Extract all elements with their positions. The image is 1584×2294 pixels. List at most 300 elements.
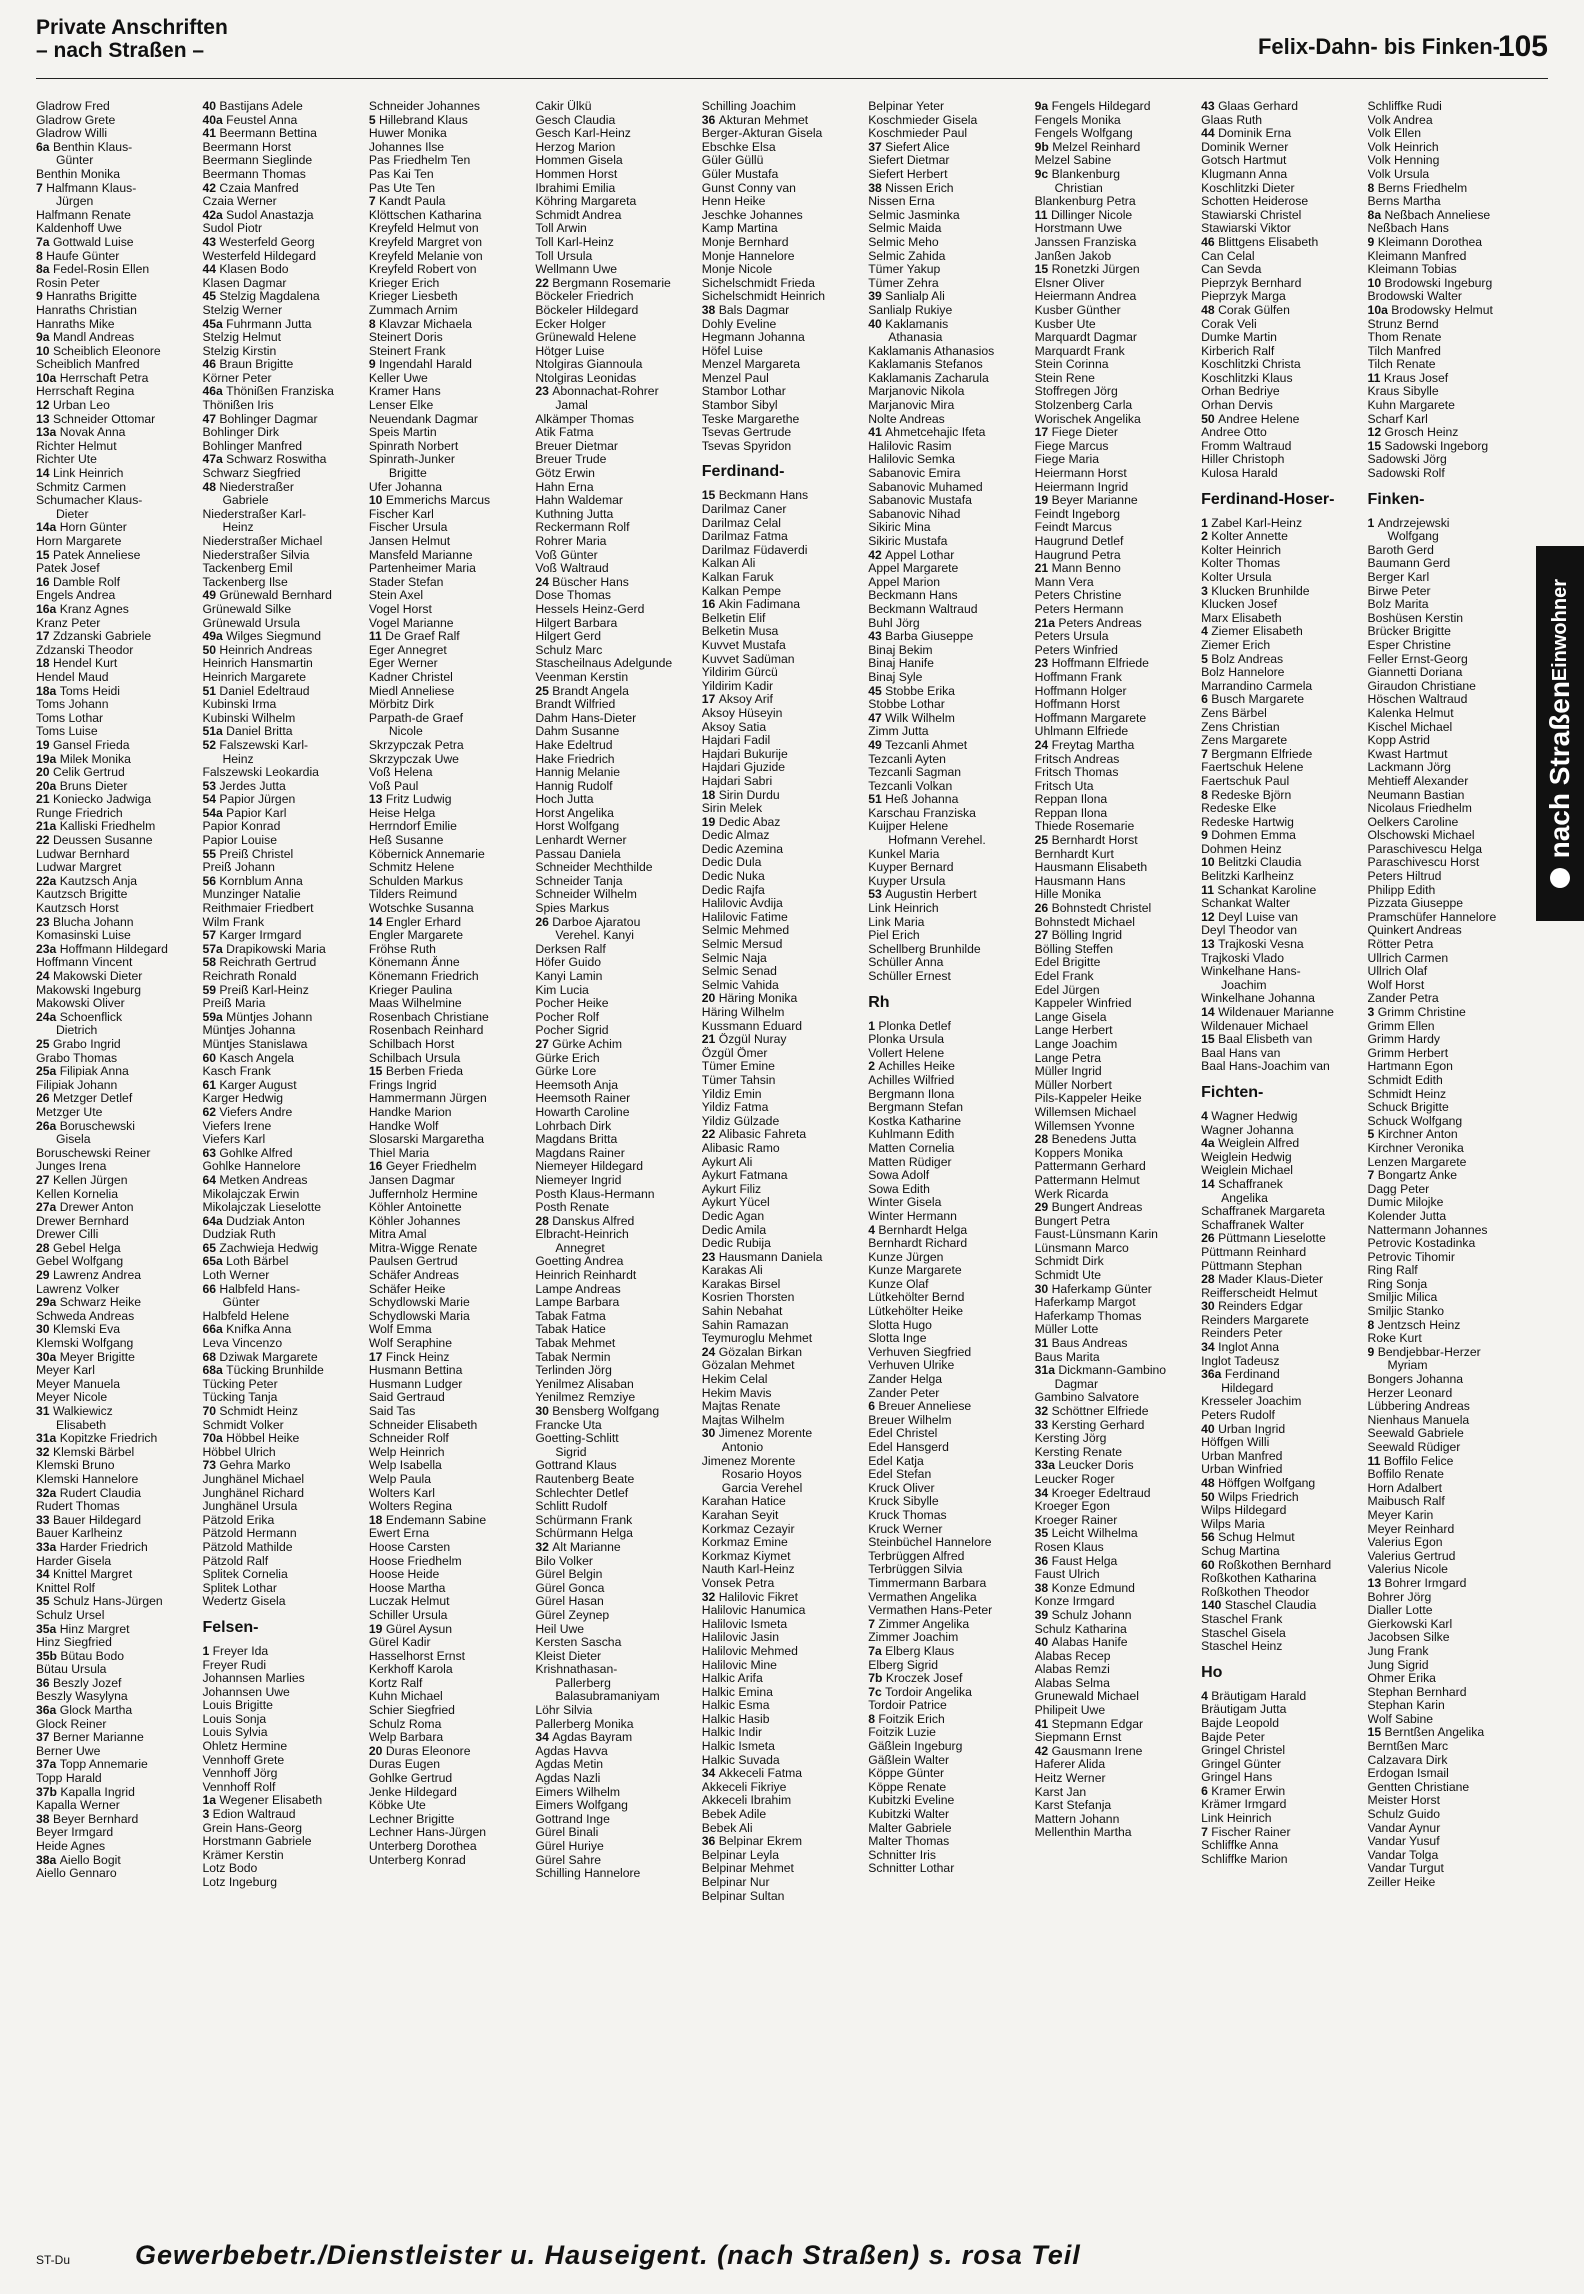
- list-item: Vandar Turgut: [1367, 1862, 1444, 1876]
- list-item: Agdas Nazli: [535, 1772, 601, 1786]
- house-number: 14a: [36, 521, 60, 535]
- list-item: Juffernholz Hermine: [368, 1187, 478, 1201]
- list-item: Wolf Seraphine: [368, 1337, 452, 1351]
- list-item: Stawiarski Christel: [1201, 208, 1302, 222]
- list-item: Bebek Ali: [701, 1821, 753, 1835]
- house-number: 15: [368, 1065, 386, 1079]
- list-item: Staschel Heinz: [1201, 1640, 1283, 1654]
- list-item: 28 Mader Klaus-Dieter: [1201, 1273, 1324, 1287]
- list-item: Duras Eugen: [368, 1758, 441, 1772]
- list-item: Baumann Gerd: [1367, 557, 1451, 571]
- list-item: Kuhn Margarete: [1367, 399, 1455, 413]
- list-item: Kunze Olaf: [868, 1277, 929, 1291]
- list-item: Peters Rudolf: [1201, 1409, 1275, 1423]
- list-item: Monje Hannelore: [701, 249, 795, 263]
- list-item-continuation: Jürgen: [56, 195, 94, 209]
- house-number: 44: [202, 263, 220, 277]
- list-item: Filipiak Johann: [36, 1078, 118, 1092]
- list-item-continuation: Dieter: [56, 507, 89, 521]
- list-item: Weiglein Michael: [1201, 1164, 1294, 1178]
- list-item: Wilps Maria: [1201, 1517, 1265, 1531]
- house-number: 13: [36, 412, 53, 426]
- list-item: Schmidt Edith: [1367, 1073, 1443, 1087]
- list-item-continuation: Balasubramaniyam: [555, 1690, 660, 1704]
- list-item: 4 Bräutigam Harald: [1201, 1689, 1307, 1703]
- list-item: Sowa Edith: [868, 1182, 930, 1196]
- list-item: 26 Bohnstedt Christel: [1034, 902, 1152, 916]
- list-item: Pätzold Hermann: [202, 1527, 297, 1541]
- list-item: Volk Henning: [1367, 154, 1440, 168]
- list-item: 15 Beckmann Hans: [701, 489, 809, 503]
- list-item: Patek Josef: [36, 562, 100, 576]
- list-item: Schmidt Dirk: [1034, 1255, 1104, 1269]
- list-item: 33 Kersting Gerhard: [1034, 1418, 1145, 1432]
- list-item: Neumann Bastian: [1367, 788, 1465, 802]
- list-item: Schnitter Iris: [868, 1848, 936, 1862]
- list-item: Hake Friedrich: [535, 752, 615, 766]
- list-item: 8 Berns Friedhelm: [1367, 181, 1468, 195]
- list-item: Halilovic Semka: [868, 453, 955, 467]
- list-item: Dohmen Heinz: [1201, 842, 1282, 856]
- list-item: Siefert Herbert: [868, 167, 948, 181]
- list-item: Schmidt Ute: [1034, 1269, 1102, 1283]
- house-number: 66: [202, 1282, 220, 1296]
- list-item: 31 Baus Andreas: [1034, 1337, 1128, 1351]
- list-item: Steinert Doris: [368, 331, 443, 345]
- list-item: Selmic Jasminka: [868, 208, 960, 222]
- list-item: Marjanovic Mira: [868, 399, 955, 413]
- list-item: Haugrund Petra: [1034, 548, 1121, 562]
- list-item: Eger Werner: [368, 657, 438, 671]
- list-item: Tsevas Gertrude: [701, 426, 792, 440]
- house-number: 19: [368, 1622, 386, 1636]
- list-item: Hoch Jutta: [535, 793, 594, 807]
- list-item: Bongers Johanna: [1367, 1373, 1464, 1387]
- list-item: 34 Agdas Bayram: [535, 1731, 633, 1745]
- list-item: Gringel Hans: [1201, 1771, 1273, 1785]
- list-item: Kostka Katharine: [868, 1114, 962, 1128]
- list-item: Kuyper Bernard: [868, 861, 954, 875]
- list-item: Willemsen Michael: [1034, 1105, 1137, 1119]
- list-item: Schneider Wilhelm: [535, 888, 637, 902]
- list-item: 5 Hillebrand Klaus: [368, 113, 468, 127]
- list-item: Vennhoff Grete: [202, 1753, 285, 1767]
- list-item: Beermann Thomas: [202, 167, 306, 181]
- list-item: Paraschivescu Horst: [1367, 856, 1480, 870]
- house-number: 54: [202, 793, 220, 807]
- list-item: 16 Akin Fadimana: [701, 598, 801, 612]
- list-item: Grünewald Helene: [535, 331, 637, 345]
- list-item: Rohrer Maria: [535, 535, 607, 548]
- house-number: 52: [202, 738, 220, 752]
- list-item: Köhler Johannes: [368, 1214, 461, 1228]
- house-number: 10a: [1367, 303, 1392, 317]
- list-item: Karakas Birsel: [701, 1277, 781, 1291]
- list-item: Pocher Rolf: [535, 1010, 600, 1024]
- list-item: Toll Ursula: [535, 249, 593, 263]
- list-item: Slotta Inge: [868, 1332, 927, 1346]
- house-number: 70: [202, 1405, 220, 1418]
- list-item: Rötter Petra: [1367, 938, 1434, 952]
- list-item: Hajdari Bukurije: [701, 747, 788, 761]
- list-item: Kaklamanis Stefanos: [868, 358, 983, 372]
- list-item: Ntolgiras Leonidas: [535, 371, 637, 385]
- list-item: Orhan Dervis: [1201, 399, 1273, 413]
- list-item: Fromm Waltraud: [1201, 439, 1292, 453]
- house-number: 1: [868, 1019, 879, 1033]
- list-item: Quinkert Andreas: [1367, 924, 1462, 938]
- house-number: 22: [36, 834, 53, 848]
- list-item: Gürel Sahre: [535, 1853, 602, 1867]
- list-item: 31a Kopitzke Friedrich: [36, 1432, 158, 1446]
- house-number: 47: [202, 412, 220, 426]
- list-item: 44 Klasen Bodo: [202, 263, 289, 277]
- list-item: 8 Klavzar Michaela: [368, 317, 472, 331]
- list-item: Schier Siegfried: [368, 1704, 455, 1718]
- house-number: 47a: [202, 453, 227, 467]
- list-item: Bajde Leopold: [1201, 1716, 1280, 1730]
- list-item: Jung Sigrid: [1367, 1658, 1429, 1672]
- list-item: 43 Barba Giuseppe: [868, 630, 974, 644]
- list-item: Peters Christine: [1034, 589, 1122, 603]
- house-number: 7a: [868, 1644, 886, 1658]
- list-item: Binaj Bekim: [868, 643, 933, 657]
- list-item: Kunze Margarete: [868, 1264, 962, 1278]
- house-number: 28: [535, 1214, 553, 1228]
- house-number: 53: [202, 779, 220, 793]
- list-item: Pattermann Gerhard: [1034, 1160, 1146, 1174]
- list-item: Lange Joachim: [1034, 1037, 1118, 1051]
- header-rule: [36, 78, 1548, 79]
- list-item: Orhan Bedriye: [1201, 385, 1280, 399]
- list-item: Heide Agnes: [36, 1840, 106, 1853]
- list-item: Wolf Horst: [1367, 978, 1425, 992]
- house-number: 49: [202, 589, 220, 603]
- list-item: Kersting Renate: [1034, 1445, 1123, 1459]
- house-number: 46: [202, 358, 220, 372]
- list-item: 19 Dedic Abaz: [701, 815, 781, 829]
- list-item: Meyer Nicole: [36, 1391, 108, 1405]
- list-item: Kwast Hartmut: [1367, 747, 1448, 761]
- list-item: Splitek Lothar: [202, 1581, 277, 1595]
- list-item: Leva Vincenzo: [202, 1337, 283, 1351]
- list-item: 21a Kalliski Friedhelm: [36, 820, 156, 834]
- list-item: Spinrath Norbert: [368, 439, 459, 453]
- list-item: Halilovic Avdija: [701, 897, 783, 911]
- list-item: Malter Thomas: [868, 1835, 950, 1849]
- list-item: Gesch Karl-Heinz: [535, 127, 631, 141]
- list-item: 11 Boffilo Felice: [1367, 1454, 1454, 1468]
- list-item: Faust Ulrich: [1034, 1568, 1100, 1582]
- list-item: Stader Stefan: [368, 575, 444, 589]
- list-item: Horstmann Gabriele: [202, 1835, 312, 1849]
- list-item: Stawiarski Viktor: [1201, 222, 1291, 236]
- list-item: Marx Elisabeth: [1201, 611, 1282, 625]
- house-number: 10: [1201, 856, 1219, 870]
- list-item: 38 Nissen Erich: [868, 181, 954, 195]
- list-item: Monje Bernhard: [701, 235, 789, 249]
- list-item: Kautzsch Horst: [36, 902, 119, 916]
- list-item: Papior Konrad: [202, 820, 281, 834]
- house-number: 36: [701, 113, 719, 127]
- list-item: Sahin Ramazan: [701, 1318, 789, 1332]
- list-item: 59a Müntjes Johann: [202, 1010, 313, 1024]
- list-item: Klugmann Anna: [1201, 167, 1288, 181]
- list-item: Schäfer Andreas: [368, 1269, 459, 1283]
- list-item: Lütkehölter Heike: [868, 1305, 964, 1319]
- list-item: 34 Inglot Anna: [1201, 1341, 1280, 1355]
- list-item: Halilovic Rasim: [868, 439, 952, 453]
- list-item: Kulosa Harald: [1201, 467, 1278, 481]
- list-item-continuation: Hofmann Verehel.: [888, 834, 986, 848]
- list-item: Wotschke Susanna: [368, 902, 474, 916]
- list-item: Schug Martina: [1201, 1544, 1280, 1558]
- list-item: Stolzenberg Carla: [1034, 399, 1133, 413]
- list-item: Husmann Bettina: [368, 1364, 463, 1378]
- list-item: 37 Berner Marianne: [36, 1731, 144, 1745]
- list-item: Schaffranek Margareta: [1201, 1205, 1325, 1219]
- list-item: Richter Helmut: [36, 439, 117, 453]
- list-item: 4 Ziemer Elisabeth: [1201, 625, 1303, 639]
- list-item: Tabak Mehmet: [535, 1337, 616, 1351]
- list-item: 11 De Graef Ralf: [368, 630, 460, 644]
- list-item: Voß Paul: [368, 779, 419, 793]
- house-number: 59: [202, 983, 220, 997]
- list-item: Lampe Andreas: [535, 1282, 621, 1296]
- list-item: 66a Knifka Anna: [202, 1323, 292, 1337]
- house-number: 29a: [36, 1296, 60, 1310]
- house-number: 38: [868, 181, 886, 195]
- list-item: Skrzypczak Uwe: [368, 752, 459, 766]
- list-item: Müller Norbert: [1034, 1078, 1112, 1092]
- list-item: 31a Dickmann-Gambino: [1034, 1364, 1167, 1378]
- list-item: Grünewald Ursula: [202, 616, 300, 630]
- list-item: Edel Brigitte: [1034, 956, 1101, 970]
- house-number: 44: [1201, 127, 1219, 141]
- list-item-continuation: Rosario Hoyos: [721, 1468, 802, 1482]
- house-number: 38: [36, 1812, 53, 1826]
- list-item: 40 Alabas Hanife: [1034, 1636, 1128, 1650]
- list-item: 18 Hendel Kurt: [36, 657, 118, 671]
- list-item: Bernhardt Richard: [868, 1237, 968, 1251]
- house-number: 24: [1034, 738, 1052, 752]
- list-item: 38 Konze Edmund: [1034, 1581, 1135, 1595]
- list-item: 7c Tordoir Angelika: [868, 1685, 972, 1699]
- house-number: 45: [868, 684, 886, 698]
- list-item: 46 Braun Brigitte: [202, 358, 294, 372]
- list-item: Posth Renate: [535, 1201, 610, 1215]
- list-item: Darilmaz Celal: [701, 516, 782, 530]
- list-item: Nattermann Johannes: [1367, 1223, 1488, 1237]
- list-item: Kubinski Irma: [202, 698, 277, 712]
- list-item: Halbfeld Helene: [202, 1309, 290, 1323]
- list-item: Gladrow Grete: [36, 113, 116, 127]
- list-item: Schulz Guido: [1367, 1808, 1441, 1822]
- list-item: 36 Beszly Jozef: [36, 1676, 122, 1690]
- list-item: Petrovic Kostadinka: [1367, 1237, 1476, 1251]
- list-item: Blankenburg Petra: [1034, 195, 1136, 209]
- house-number: 2: [868, 1060, 879, 1074]
- list-item: Edel Jürgen: [1034, 983, 1100, 997]
- list-item: Sikiric Mustafa: [868, 535, 948, 548]
- list-item: Marquardt Dagmar: [1034, 331, 1137, 345]
- house-number: 46: [1201, 235, 1219, 249]
- house-number: 39: [868, 290, 886, 304]
- list-item: Gambino Salvatore: [1034, 1391, 1139, 1405]
- list-item: Püttmann Stephan: [1201, 1259, 1303, 1273]
- house-number: 33: [36, 1513, 53, 1527]
- list-item: Marquardt Frank: [1034, 344, 1125, 358]
- list-item: Giannetti Doriana: [1367, 666, 1463, 680]
- list-item: Belketin Musa: [701, 625, 779, 639]
- list-item: 12 Deyl Luise van: [1201, 910, 1299, 924]
- list-item: Schilbach Horst: [368, 1037, 455, 1051]
- list-item: Birwe Peter: [1367, 584, 1431, 598]
- list-item: 23 Abonnachat-Rohrer: [535, 385, 659, 399]
- list-item: Fischer Karl: [368, 507, 434, 521]
- house-number: 12: [1201, 910, 1219, 924]
- list-item: Metzger Ute: [36, 1105, 103, 1119]
- list-item: Vennhoff Jörg: [202, 1767, 278, 1781]
- list-item: Kuvvet Mustafa: [701, 638, 786, 652]
- house-number: 27a: [36, 1201, 60, 1215]
- list-item: Uhlmann Elfriede: [1034, 725, 1129, 739]
- house-number: 19: [701, 815, 719, 829]
- list-item: 34 Kroeger Edeltraud: [1034, 1486, 1151, 1500]
- list-item: Schmitz Carmen: [36, 480, 127, 494]
- list-item: Toll Karl-Heinz: [535, 235, 614, 249]
- list-item: Toms Johann: [36, 698, 109, 712]
- list-item: Menzel Margareta: [701, 358, 800, 372]
- list-item: Roßkothen Theodor: [1201, 1585, 1310, 1599]
- list-item: Gözalan Mehmet: [701, 1359, 795, 1373]
- list-item: Koschlitzki Dieter: [1201, 181, 1295, 195]
- list-item: 18 Sirin Durdu: [701, 788, 780, 802]
- list-item: Redeske Elke: [1201, 802, 1277, 816]
- house-number: 57: [202, 929, 220, 943]
- house-number: 6a: [36, 140, 53, 154]
- house-number: 68a: [202, 1364, 227, 1378]
- list-item-continuation: Christian: [1054, 181, 1103, 195]
- list-item: Aykurt Filiz: [701, 1182, 762, 1196]
- list-item: 20 Duras Eleonore: [368, 1744, 471, 1758]
- list-item-continuation: Dietrich: [56, 1024, 98, 1038]
- list-item: Stoffregen Jörg: [1034, 385, 1118, 399]
- house-number: 50: [1201, 1490, 1219, 1504]
- list-item: 36 Faust Helga: [1034, 1554, 1118, 1568]
- list-item: Hasselhorst Ernst: [368, 1649, 466, 1663]
- list-item: Junghänel Richard: [202, 1486, 305, 1500]
- list-item: Reppan Ilona: [1034, 806, 1108, 820]
- list-item: Niederstraßer Michael: [202, 535, 323, 548]
- list-item: Vogel Marianne: [368, 616, 454, 630]
- list-item: Wilm Frank: [202, 915, 265, 929]
- list-item: Goetting-Schlitt: [535, 1432, 619, 1446]
- list-item: Pils-Kappeler Heike: [1034, 1092, 1142, 1106]
- list-item: Belpinar Sultan: [701, 1889, 785, 1903]
- list-item: Schiller Ursula: [368, 1608, 448, 1622]
- list-item: Wolters Regina: [368, 1500, 452, 1514]
- list-item: Schuck Wolfgang: [1367, 1114, 1463, 1128]
- house-number: 34: [701, 1767, 719, 1781]
- list-item: Goetting Andrea: [535, 1255, 624, 1269]
- list-item: Nienhaus Manuela: [1367, 1413, 1470, 1427]
- list-item: Kussmann Eduard: [701, 1019, 803, 1033]
- house-number: 4: [1201, 1689, 1212, 1703]
- house-number: 32: [1034, 1405, 1052, 1418]
- list-item: Elsner Oliver: [1034, 276, 1105, 290]
- list-item: Fengels Monika: [1034, 113, 1121, 127]
- list-item: Kramer Hans: [368, 385, 441, 399]
- list-item: Bohlinger Manfred: [202, 439, 303, 453]
- directory-column: [369, 100, 527, 2220]
- list-item: 3 Grimm Christine: [1367, 1006, 1466, 1019]
- house-number: 62: [202, 1105, 220, 1119]
- list-item: 52 Falszewski Karl-: [202, 738, 309, 752]
- list-item: Lampe Barbara: [535, 1296, 620, 1310]
- list-item: 47a Schwarz Roswitha: [202, 453, 327, 467]
- list-item: Kaldenhoff Uwe: [36, 222, 122, 236]
- house-number: 21: [701, 1033, 719, 1047]
- list-item: Heinrich Margarete: [202, 670, 307, 684]
- list-item: Pätzold Erika: [202, 1513, 275, 1527]
- list-item: Fengels Wolfgang: [1034, 127, 1133, 141]
- list-item: 18 Endemann Sabine: [368, 1513, 487, 1527]
- list-item: 21 Özgül Nuray: [701, 1033, 787, 1047]
- list-item: Thönißen Iris: [202, 399, 274, 413]
- house-number: 13: [368, 793, 386, 807]
- list-item: Beermann Sieglinde: [202, 154, 313, 168]
- house-number: 19: [1034, 494, 1052, 508]
- list-item: 13 Trajkoski Vesna: [1201, 938, 1304, 952]
- list-item: 40 Urban Ingrid: [1201, 1422, 1286, 1436]
- list-item: 60 Roßkothen Bernhard: [1201, 1558, 1332, 1572]
- house-number: 50: [1201, 412, 1219, 426]
- list-item: Halilovic Fatime: [701, 910, 788, 924]
- house-number: 20a: [36, 779, 60, 793]
- house-number: 43: [202, 235, 220, 249]
- list-item: 63 Gohlke Alfred: [202, 1146, 293, 1160]
- list-item: Hendel Maud: [36, 670, 109, 684]
- house-number: 9: [36, 290, 47, 304]
- list-item: Dedic Rubija: [701, 1237, 771, 1251]
- house-number: 21: [36, 793, 53, 807]
- house-number: 34: [535, 1731, 553, 1745]
- list-item: Selmic Zahida: [868, 249, 946, 263]
- list-item: 57 Karger Irmgard: [202, 929, 302, 943]
- list-item: Jenke Hildegard: [368, 1785, 457, 1799]
- list-item: Schliffke Marion: [1201, 1852, 1288, 1866]
- list-item: Kim Lucia: [535, 983, 589, 997]
- list-item: Kersten Sascha: [535, 1636, 622, 1650]
- house-number: 22: [535, 276, 553, 290]
- house-number: 4: [868, 1223, 879, 1237]
- house-number: 2: [1201, 530, 1212, 544]
- list-item: Reithmaier Friedbert: [202, 902, 314, 916]
- list-item: Kleimann Tobias: [1367, 263, 1457, 277]
- list-item: Ludwar Margret: [36, 861, 122, 875]
- list-item: Könemann Friedrich: [368, 970, 479, 983]
- list-item: Hahn Waldemar: [535, 494, 623, 508]
- list-item: Komasinski Luise: [36, 929, 131, 943]
- house-number: 32: [701, 1590, 719, 1604]
- list-item: Makowski Ingeburg: [36, 983, 141, 997]
- list-item: Fröhse Ruth: [368, 942, 436, 956]
- list-item: 26 Darboe Ajaratou: [535, 915, 641, 929]
- list-item: Heiermann Andrea: [1034, 290, 1137, 304]
- list-item-continuation: Jamal: [555, 399, 588, 413]
- list-item: Haferkamp Thomas: [1034, 1309, 1142, 1323]
